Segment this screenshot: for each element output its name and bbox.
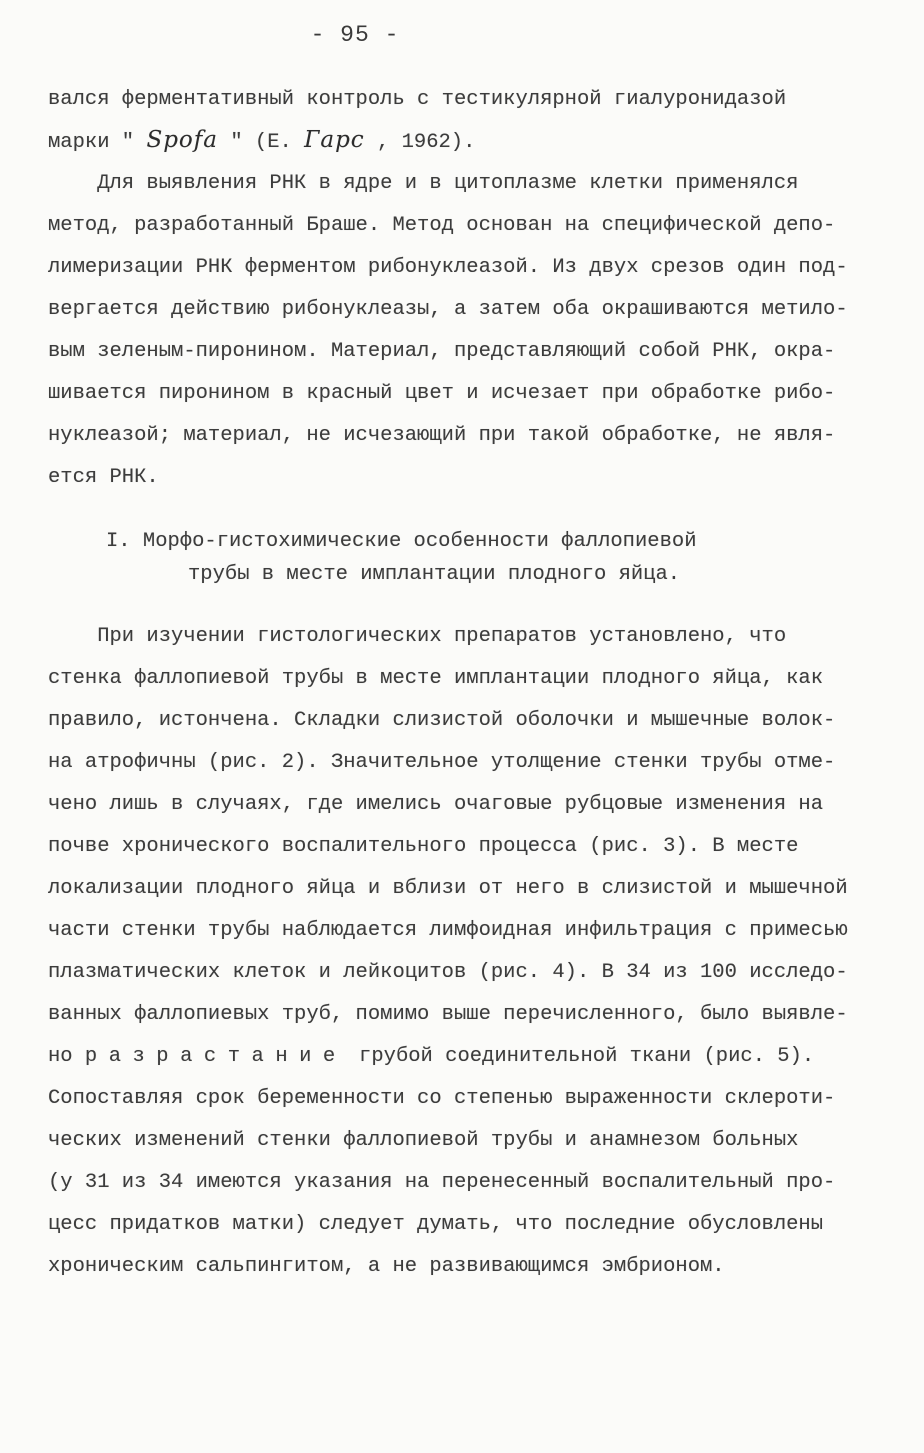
findings-line-16: хроническим сальпингитом, а не развивающимся эмбрионом. xyxy=(48,1255,725,1278)
findings-line-14: (у 31 из 34 имеются указания на перенесенный воспалительный про- xyxy=(48,1171,836,1194)
spaced-emphasis-word: разрастание xyxy=(84,1045,347,1068)
rna-line-6: шивается пиронином в красный цвет и исчезает при обработке рибо- xyxy=(48,382,836,405)
findings-line-9: плазматических клеток и лейкоцитов (рис. 4). В 34 из 100 исследо- xyxy=(48,961,848,984)
rna-line-5: вым зеленым-пиронином. Материал, представляющий собой РНК, окра- xyxy=(48,340,836,363)
rna-line-1: Для выявления РНК в ядре и в цитоплазме клетки применялся xyxy=(48,172,799,195)
findings-line-11-suffix: грубой соединительной ткани (рис. 5). xyxy=(346,1045,815,1068)
intro-line-2-mid: " (Е. xyxy=(230,131,292,154)
findings-line-2: стенка фаллопиевой трубы в месте имплантации плодного яйца, как xyxy=(48,667,824,690)
findings-line-4: на атрофичны (рис. 2). Значительное утолщение стенки трубы отме- xyxy=(48,751,836,774)
findings-line-3: правило, истончена. Складки слизистой оболочки и мышечные волок- xyxy=(48,709,836,732)
section-heading-line-1: I. Морфо-гистохимические особенности фаллопиевой xyxy=(106,530,697,553)
findings-line-15: цесс придатков матки) следует думать, что последние обусловлены xyxy=(48,1213,824,1236)
intro-line-2 xyxy=(48,128,475,155)
findings-line-11-prefix: но xyxy=(48,1045,85,1068)
intro-line-1: вался ферментативный контроль с тестикулярной гиалуронидазой xyxy=(48,88,787,111)
findings-line-5: чено лишь в случаях, где имелись очаговые рубцовые изменения на xyxy=(48,793,824,816)
findings-line-11 xyxy=(48,1045,814,1069)
intro-line-2-suffix: , 1962). xyxy=(377,131,476,154)
handwritten-author-name: Гарс xyxy=(304,127,365,153)
findings-line-7: локализации плодного яйца и вблизи от него в слизистой и мышечной xyxy=(48,877,848,900)
page-number: - 95 - xyxy=(310,22,400,48)
intro-line-2-prefix: марки " xyxy=(48,131,135,154)
findings-line-1: При изучении гистологических препаратов установлено, что xyxy=(48,625,787,648)
findings-line-10: ванных фаллопиевых труб, помимо выше перечисленного, было выявле- xyxy=(48,1003,848,1026)
rna-line-2: метод, разработанный Браше. Метод основан на специфической депо- xyxy=(48,214,836,237)
findings-line-6: почве хронического воспалительного процесса (рис. 3). В месте xyxy=(48,835,799,858)
findings-line-12: Сопоставляя срок беременности со степенью выраженности склероти- xyxy=(48,1087,836,1110)
rna-line-4: вергается действию рибонуклеазы, а затем оба окрашиваются метило- xyxy=(48,298,848,321)
findings-line-8: части стенки трубы наблюдается лимфоидная инфильтрация с примесью xyxy=(48,919,848,942)
handwritten-brand-name: Spofa xyxy=(146,127,218,153)
rna-line-3: лимеризации РНК ферментом рибонуклеазой. Из двух срезов один под- xyxy=(48,256,848,279)
section-heading-line-2: трубы в месте имплантации плодного яйца. xyxy=(188,563,681,586)
rna-line-7: нуклеазой; материал, не исчезающий при такой обработке, не явля- xyxy=(48,424,836,447)
findings-line-13: ческих изменений стенки фаллопиевой трубы и анамнезом больных xyxy=(48,1129,799,1152)
rna-line-8: ется РНК. xyxy=(48,466,159,489)
